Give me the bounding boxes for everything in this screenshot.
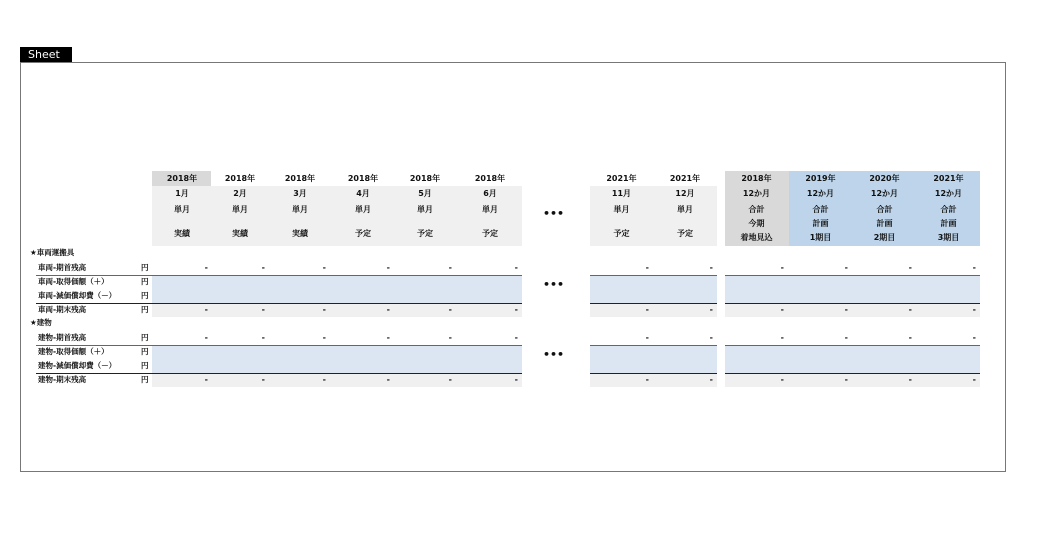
header-month: 12か月 xyxy=(806,189,835,198)
value-cell: - xyxy=(386,333,390,342)
value-cell: - xyxy=(844,305,848,314)
value-cell: - xyxy=(709,263,713,272)
header-month: 12か月 xyxy=(870,189,899,198)
value-cell: - xyxy=(386,305,390,314)
value-cell: - xyxy=(709,375,713,384)
header-kind: 単月 xyxy=(292,205,308,214)
value-cell: - xyxy=(514,333,518,342)
value-cell: - xyxy=(645,305,649,314)
header-kind: 単月 xyxy=(417,205,433,214)
header-status: 予定 xyxy=(677,229,693,238)
header-kind: 単月 xyxy=(232,205,248,214)
value-cell: - xyxy=(972,263,976,272)
total-cell xyxy=(725,374,980,387)
unit-label: 円 xyxy=(141,291,149,300)
header-year: 2018年 xyxy=(284,174,316,183)
unit-label: 円 xyxy=(141,347,149,356)
unit-label: 円 xyxy=(141,277,149,286)
header-status: 実績 xyxy=(232,229,248,238)
value-cell: - xyxy=(844,375,848,384)
header-year: 2018年 xyxy=(347,174,379,183)
header-year: 2021年 xyxy=(606,174,637,183)
header-kind2: 計画 xyxy=(812,219,829,228)
header-year: 2021年 xyxy=(933,174,964,183)
row-border xyxy=(36,275,152,276)
header-kind2: 計画 xyxy=(940,219,957,228)
unit-label: 円 xyxy=(141,305,149,314)
input-cell[interactable] xyxy=(725,276,980,290)
input-cell[interactable] xyxy=(590,346,717,360)
total-border xyxy=(36,303,152,304)
value-cell: - xyxy=(322,305,326,314)
value-cell: - xyxy=(780,263,784,272)
ellipsis-row: ••• xyxy=(543,278,565,291)
ending-balance-label: 車両-期末残高 xyxy=(38,305,87,314)
unit-label: 円 xyxy=(141,375,149,384)
header-status: 予定 xyxy=(482,229,498,238)
header-kind: 単月 xyxy=(355,205,371,214)
value-cell: - xyxy=(261,263,265,272)
value-cell: - xyxy=(261,305,265,314)
value-cell: - xyxy=(780,333,784,342)
value-cell: - xyxy=(972,333,976,342)
header-year: 2018年 xyxy=(409,174,441,183)
header-kind: 単月 xyxy=(613,205,630,214)
header-month: 3月 xyxy=(293,189,307,198)
row-label: 建物-取得価額（＋） xyxy=(38,347,109,356)
input-cell[interactable] xyxy=(590,290,717,304)
value-cell: - xyxy=(322,375,326,384)
input-cell[interactable] xyxy=(725,360,980,374)
value-cell: - xyxy=(645,263,649,272)
section-title: ★建物 xyxy=(30,318,52,327)
value-cell: - xyxy=(908,305,912,314)
row-label: 車両-期首残高 xyxy=(38,263,87,272)
header-year: 2018年 xyxy=(166,174,198,183)
header-year: 2018年 xyxy=(741,174,772,183)
header-status: 2期目 xyxy=(873,233,896,242)
input-cell[interactable] xyxy=(725,346,980,360)
value-cell: - xyxy=(261,375,265,384)
unit-label: 円 xyxy=(141,361,149,370)
value-cell: - xyxy=(322,333,326,342)
ending-balance-label: 建物-期末残高 xyxy=(38,375,87,384)
header-month: 11月 xyxy=(611,189,632,198)
value-cell: - xyxy=(204,263,208,272)
input-cell[interactable] xyxy=(152,290,522,304)
header-kind2: 計画 xyxy=(876,219,893,228)
input-cell[interactable] xyxy=(152,346,522,360)
input-cell[interactable] xyxy=(152,360,522,374)
value-cell: - xyxy=(204,333,208,342)
header-kind: 合計 xyxy=(876,205,893,214)
value-cell: - xyxy=(908,375,912,384)
row-border xyxy=(36,345,152,346)
value-cell: - xyxy=(322,263,326,272)
total-cell xyxy=(590,304,717,317)
header-year: 2021年 xyxy=(669,174,701,183)
value-cell: - xyxy=(645,333,649,342)
value-cell: - xyxy=(448,263,452,272)
value-cell: - xyxy=(972,305,976,314)
header-status: 1期目 xyxy=(809,233,832,242)
value-cell: - xyxy=(514,263,518,272)
header-month: 12か月 xyxy=(934,189,963,198)
total-cell xyxy=(590,374,717,387)
value-cell: - xyxy=(448,305,452,314)
input-cell[interactable] xyxy=(590,276,717,290)
input-cell[interactable] xyxy=(725,290,980,304)
header-month: 4月 xyxy=(356,189,370,198)
header-year: 2018年 xyxy=(224,174,256,183)
row-label: 車両-減価償却費（－） xyxy=(38,291,117,300)
header-month: 1月 xyxy=(175,189,189,198)
header-kind: 単月 xyxy=(482,205,498,214)
value-cell: - xyxy=(204,375,208,384)
value-cell: - xyxy=(514,375,518,384)
unit-label: 円 xyxy=(141,333,149,342)
header-month: 12か月 xyxy=(742,189,771,198)
header-status: 3期目 xyxy=(937,233,960,242)
ellipsis-row: ••• xyxy=(543,348,565,361)
header-status: 実績 xyxy=(174,229,190,238)
total-border xyxy=(36,373,152,374)
header-kind: 単月 xyxy=(174,205,190,214)
value-cell: - xyxy=(386,375,390,384)
sheet-tab[interactable]: Sheet xyxy=(20,47,72,62)
value-cell: - xyxy=(514,305,518,314)
header-kind: 合計 xyxy=(940,205,957,214)
header-kind: 合計 xyxy=(812,205,829,214)
section-title: ★車両運搬具 xyxy=(30,248,75,257)
header-kind: 合計 xyxy=(748,205,765,214)
value-cell: - xyxy=(844,333,848,342)
value-cell: - xyxy=(972,375,976,384)
value-cell: - xyxy=(908,263,912,272)
value-cell: - xyxy=(448,333,452,342)
value-cell: - xyxy=(780,305,784,314)
header-status: 予定 xyxy=(355,229,371,238)
input-cell[interactable] xyxy=(152,276,522,290)
value-cell: - xyxy=(709,333,713,342)
header-status: 予定 xyxy=(417,229,433,238)
value-cell: - xyxy=(908,333,912,342)
value-cell: - xyxy=(204,305,208,314)
total-cell xyxy=(725,304,980,317)
header-month: 5月 xyxy=(418,189,432,198)
header-kind: 単月 xyxy=(677,205,693,214)
header-kind2: 今期 xyxy=(748,219,765,228)
value-cell: - xyxy=(448,375,452,384)
header-year: 2018年 xyxy=(474,174,506,183)
header-year: 2019年 xyxy=(805,174,836,183)
header-year: 2020年 xyxy=(869,174,900,183)
value-cell: - xyxy=(844,263,848,272)
value-cell: - xyxy=(386,263,390,272)
header-month: 2月 xyxy=(233,189,247,198)
header-status: 実績 xyxy=(292,229,308,238)
ellipsis-header: ••• xyxy=(543,207,565,220)
header-month: 12月 xyxy=(675,189,695,198)
row-label: 車両-取得価額（＋） xyxy=(38,277,109,286)
value-cell: - xyxy=(645,375,649,384)
header-status: 予定 xyxy=(613,229,630,238)
header-month: 6月 xyxy=(483,189,497,198)
value-cell: - xyxy=(780,375,784,384)
unit-label: 円 xyxy=(141,263,149,272)
row-label: 建物-減価償却費（－） xyxy=(38,361,117,370)
value-cell: - xyxy=(261,333,265,342)
header-status: 着地見込 xyxy=(740,233,773,242)
input-cell[interactable] xyxy=(590,360,717,374)
row-label: 建物-期首残高 xyxy=(38,333,87,342)
value-cell: - xyxy=(709,305,713,314)
